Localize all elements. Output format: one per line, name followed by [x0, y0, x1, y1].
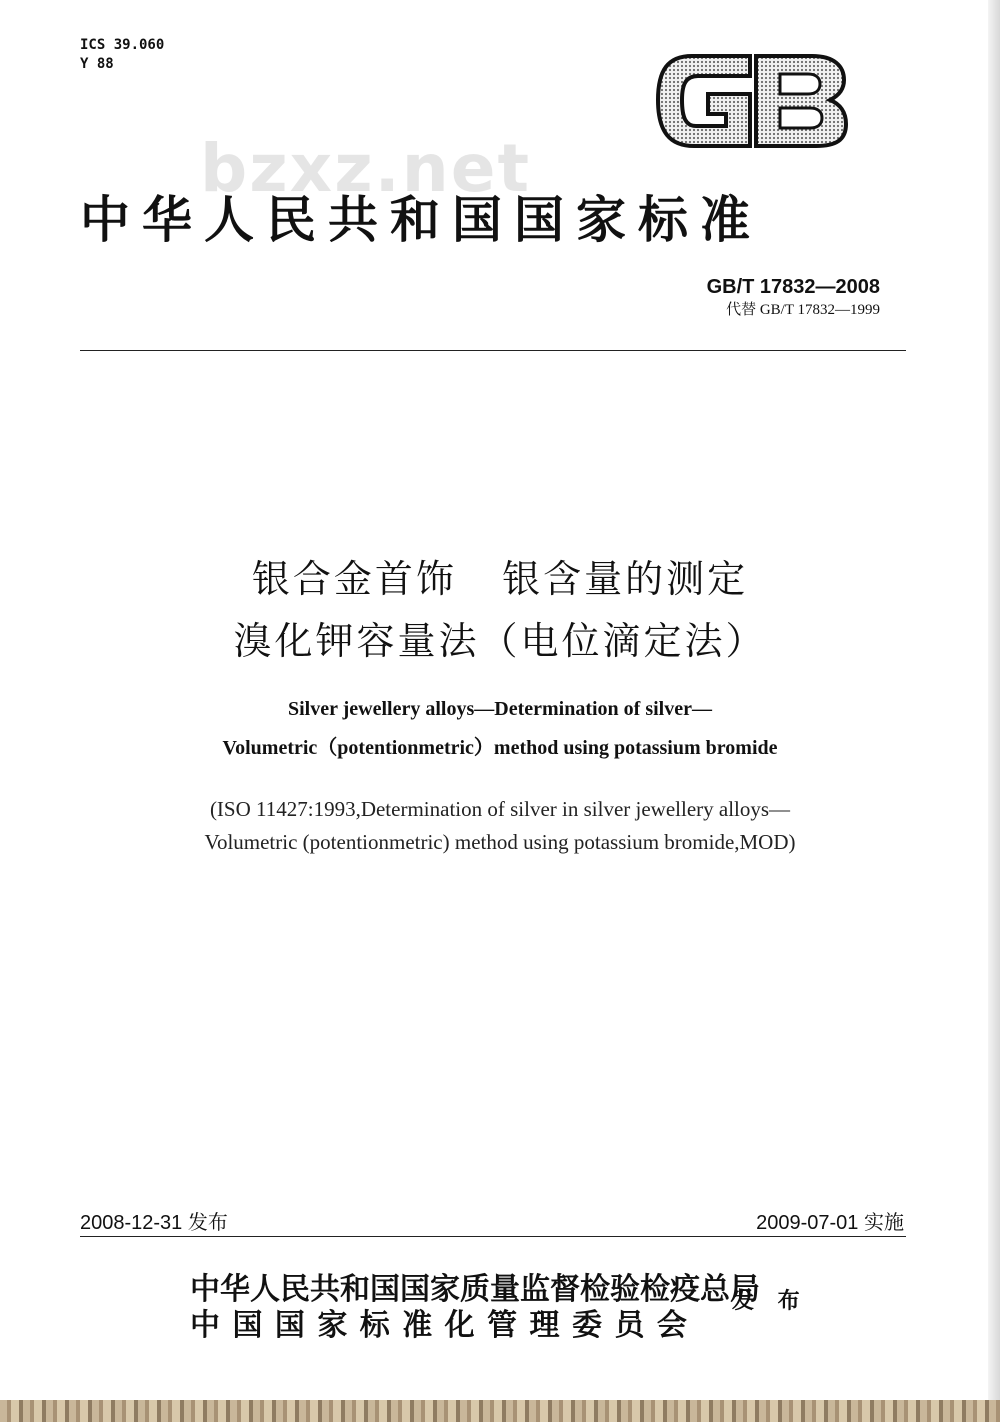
footer-divider: [80, 1236, 906, 1237]
iso-reference-line-2: Volumetric (potentionmetric) method using potassium bromide,MOD): [204, 830, 796, 854]
header-divider: [80, 350, 906, 351]
english-title-line-2: Volumetric（potentionmetric）method using potassium bromide: [222, 737, 778, 759]
replaces-standard: 代替 GB/T 17832—1999: [726, 302, 880, 318]
chinese-title-line-1: 银合金首饰 银含量的测定: [251, 557, 749, 601]
english-title-line-1: Silver jewellery alloys—Determination of silver—: [288, 698, 712, 720]
watermark: bzxz.net: [200, 130, 532, 207]
scan-background-strip: [0, 1400, 1000, 1422]
iso-reference-line-1: (ISO 11427:1993,Determination of silver in silver jewellery alloys—: [209, 797, 791, 821]
national-standard-title: 中华人民共和国国家标准: [80, 190, 762, 249]
implementation-date: 2009-07-01 实施: [756, 1212, 904, 1234]
standard-number: GB/T 17832—2008: [706, 276, 880, 298]
publish-label: 发 布: [732, 1288, 808, 1314]
ics-code: ICS 39.060: [80, 37, 165, 53]
category-code: Y 88: [80, 56, 114, 72]
issue-date: 2008-12-31 发布: [80, 1212, 228, 1234]
issuer-line-2: 中 国 国 家 标 准 化 管 理 委 员 会: [190, 1308, 688, 1343]
chinese-title-line-2: 溴化钾容量法（电位滴定法）: [233, 619, 767, 663]
gb-logo: [652, 48, 852, 153]
classification-block: [80, 36, 164, 74]
gb-logo-text: GB: [652, 48, 654, 49]
issuer-line-1: 中华人民共和国国家质量监督检验检疫总局: [190, 1272, 760, 1307]
